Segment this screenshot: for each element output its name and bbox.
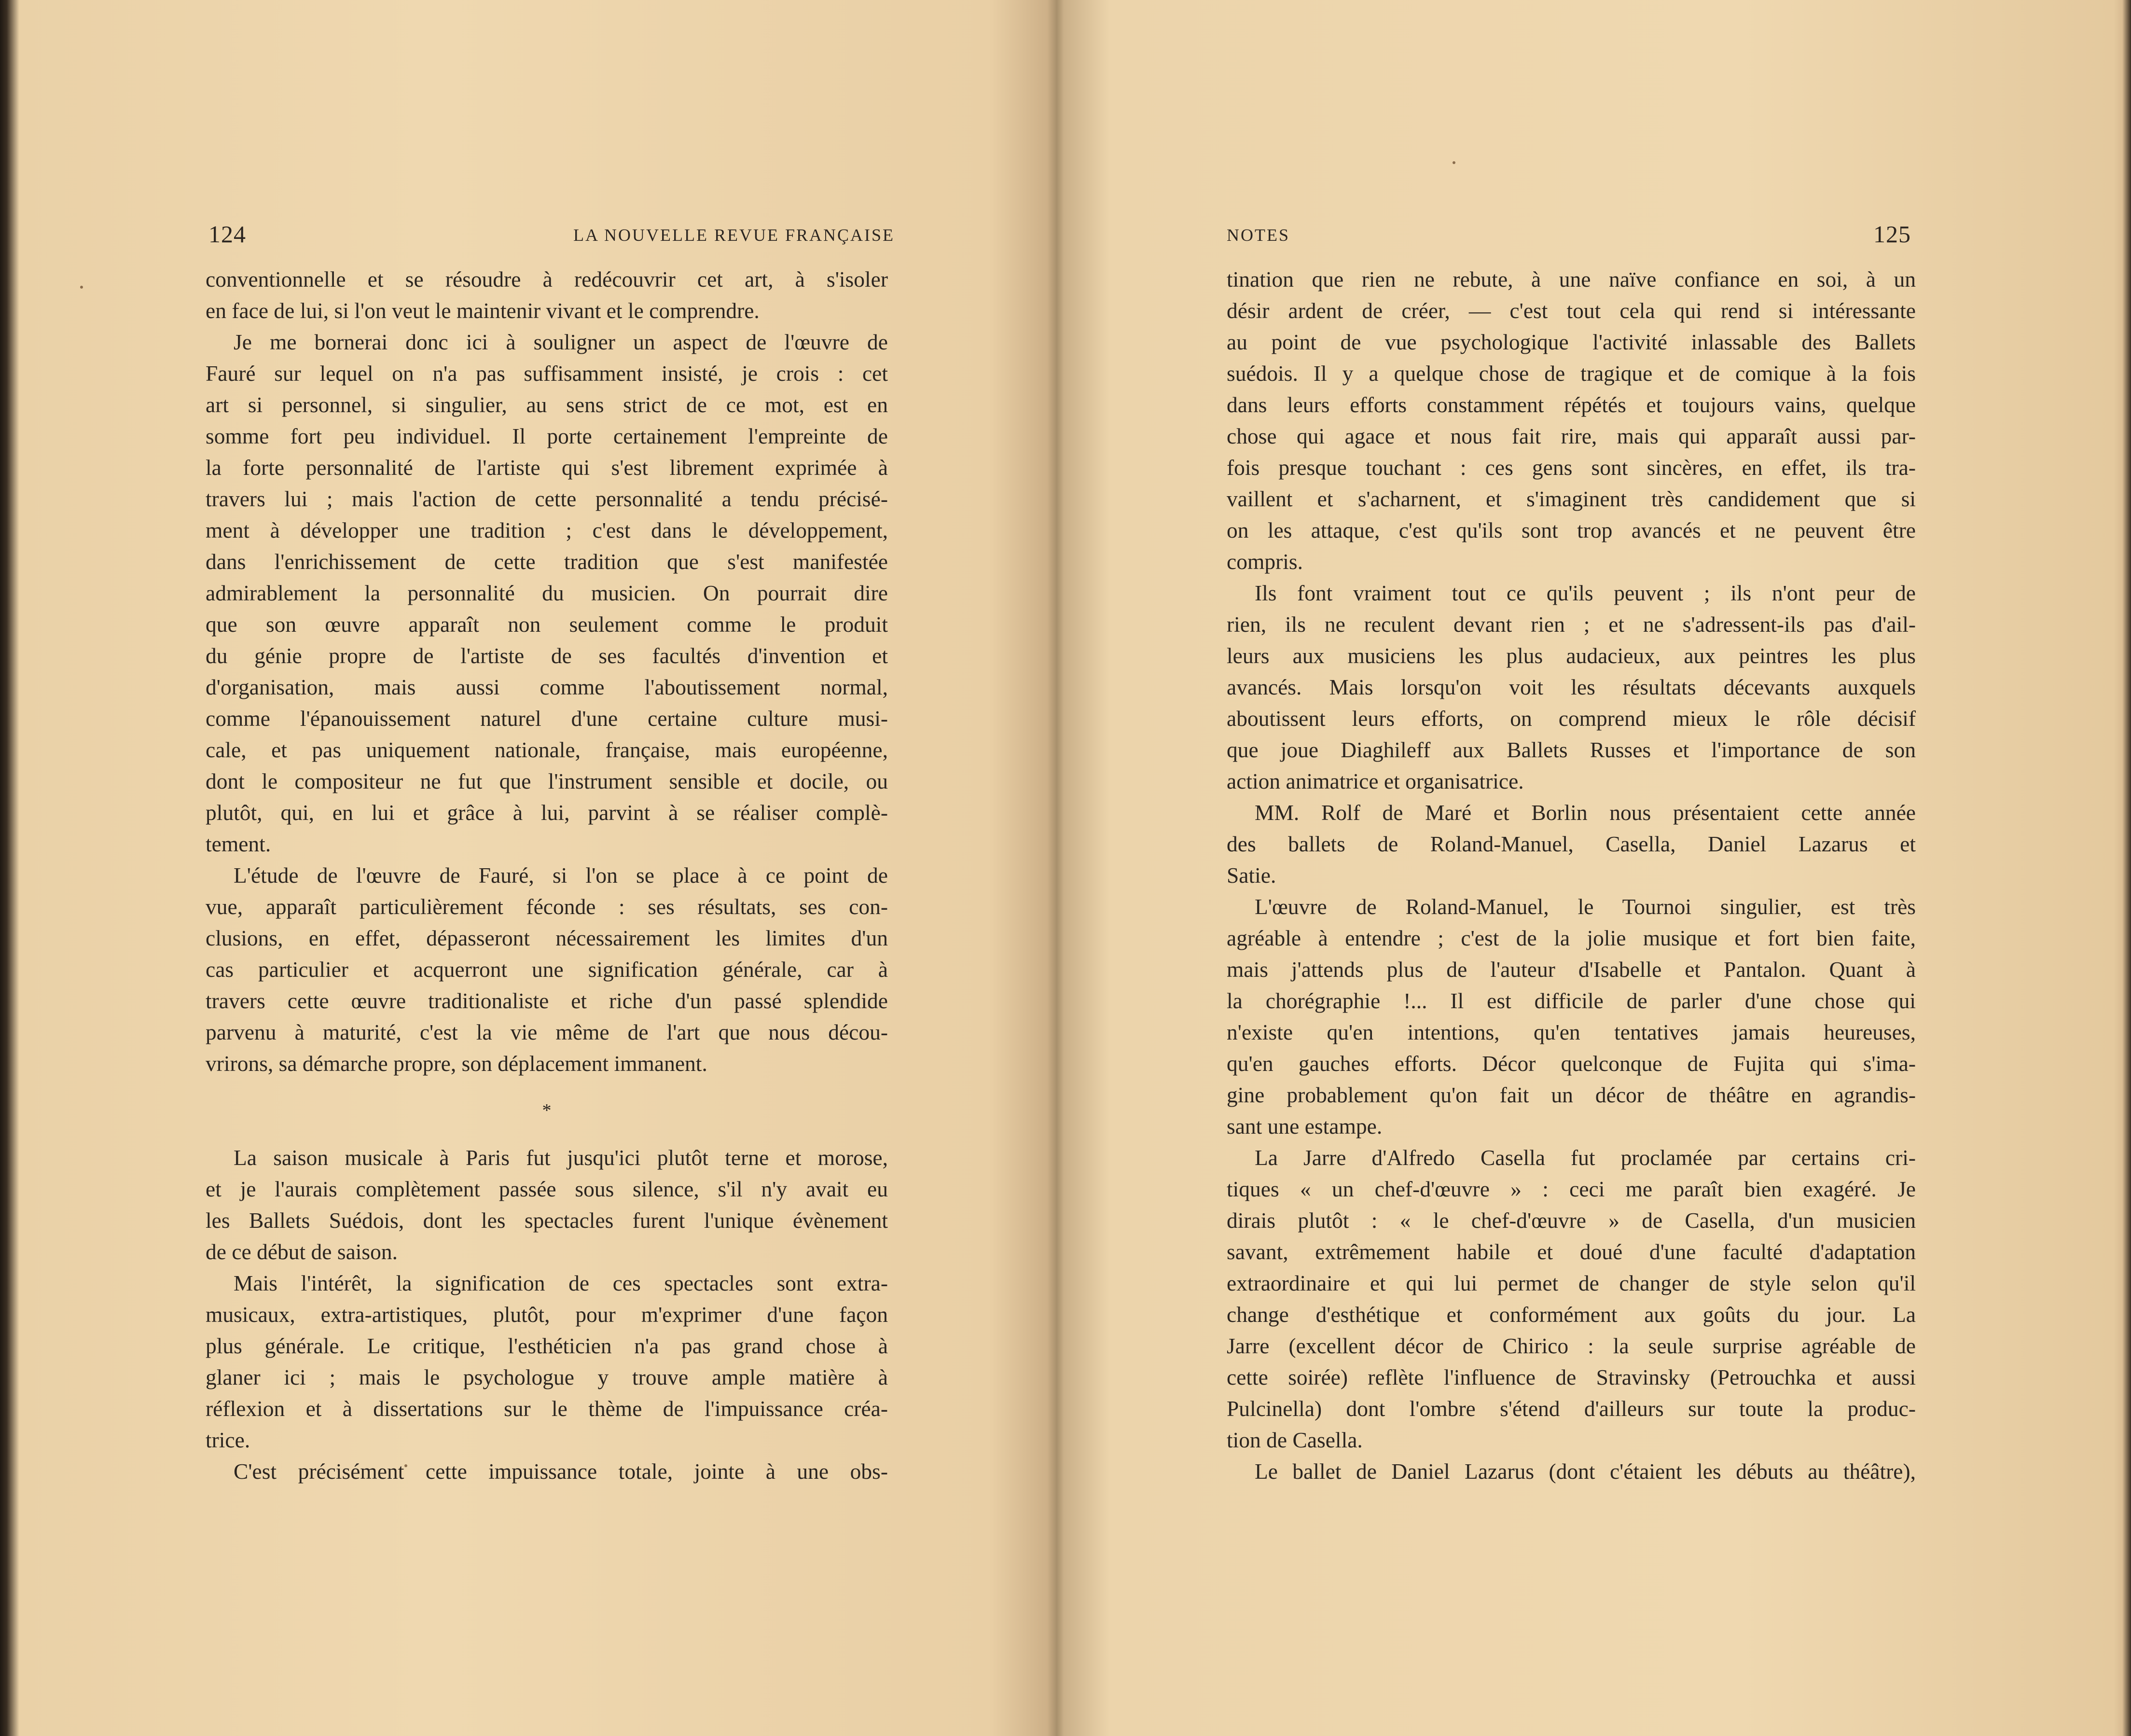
text-line: La Jarre d'Alfredo Casella fut proclamée par certains cri- [1255, 1145, 1916, 1170]
text-line: fois presque touchant : ces gens sont sincères, en effet, ils tra- [1227, 455, 1916, 480]
text-line: somme fort peu individuel. Il porte certainement l'empreinte de [206, 424, 888, 448]
text-line: tination que rien ne rebute, à une naïve confiance en soi, à un [1227, 267, 1916, 292]
paper-speck [1453, 161, 1455, 164]
text-line: sant une estampe. [1227, 1114, 1383, 1139]
text-line: travers cette œuvre traditionaliste et riche d'un passé splendide [206, 988, 888, 1013]
text-line: qu'en gauches efforts. Décor quelconque de Fujita qui s'ima- [1227, 1051, 1916, 1076]
text-line: MM. Rolf de Maré et Borlin nous présentaient cette année [1255, 800, 1916, 825]
text-line: dirais plutôt : « le chef-d'œuvre » de Casella, d'un musicien [1227, 1208, 1916, 1233]
text-line: réflexion et à dissertations sur le thème de l'impuissance créa- [206, 1396, 888, 1421]
text-line: Jarre (excellent décor de Chirico : la seule surprise agréable de [1227, 1333, 1916, 1358]
page-header [1227, 220, 1916, 249]
text-line: dont le compositeur ne fut que l'instrument sensible et docile, ou [206, 769, 888, 793]
text-line: action animatrice et organisatrice. [1227, 769, 1524, 793]
page-number: 124 [208, 221, 246, 248]
text-line: cas particulier et acquerront une signification générale, car à [206, 957, 888, 982]
text-line: dans l'enrichissement de cette tradition que s'est manifestée [206, 549, 888, 574]
text-line: Fauré sur lequel on n'a pas suffisamment insisté, je crois : cet [206, 361, 888, 386]
paper-speck [80, 286, 83, 289]
text-line: de ce début de saison. [206, 1239, 398, 1264]
section-separator: * [542, 1100, 552, 1121]
paragraph [1227, 891, 1916, 1142]
text-line: Satie. [1227, 863, 1276, 888]
text-line: trice. [206, 1428, 250, 1452]
text-line: vrirons, sa démarche propre, son déplacement immanent. [206, 1051, 707, 1076]
text-line: on les attaque, c'est qu'ils sont trop avancés et ne peuvent être [1227, 518, 1916, 542]
text-line: en face de lui, si l'on veut le maintenir vivant et le comprendre. [206, 298, 760, 323]
page-body [206, 264, 888, 1487]
text-line: cale, et pas uniquement nationale, française, mais européenne, [206, 737, 888, 762]
text-line: compris. [1227, 549, 1303, 574]
paragraph [206, 1142, 888, 1267]
text-line: C'est précisément cette impuissance totale, jointe à une obs- [234, 1459, 888, 1484]
text-line: gine probablement qu'on fait un décor de théâtre en agrandis- [1227, 1083, 1916, 1107]
text-line: dans leurs efforts constamment répétés et toujours vains, quelque [1227, 392, 1916, 417]
paragraph [1227, 264, 1916, 577]
page-body [1227, 264, 1916, 1487]
text-line: comme l'épanouissement naturel d'une certaine culture musi- [206, 706, 888, 731]
text-line: plus générale. Le critique, l'esthéticien n'a pas grand chose à [206, 1333, 888, 1358]
text-line: parvenu à maturité, c'est la vie même de l'art que nous décou- [206, 1020, 888, 1044]
text-line: les Ballets Suédois, dont les spectacles furent l'unique évènement [206, 1208, 888, 1233]
text-line: des ballets de Roland-Manuel, Casella, Daniel Lazarus et [1227, 832, 1916, 856]
text-line: d'organisation, mais aussi comme l'aboutissement normal, [206, 675, 888, 699]
text-line: que son œuvre apparaît non seulement comme le produit [206, 612, 888, 637]
text-line: la forte personnalité de l'artiste qui s'est librement exprimée à [206, 455, 888, 480]
text-line: agréable à entendre ; c'est de la jolie musique et fort bien faite, [1227, 926, 1916, 950]
paragraph [1227, 1142, 1916, 1456]
text-line: aboutissent leurs efforts, on comprend mieux le rôle décisif [1227, 706, 1916, 731]
text-line: Pulcinella) dont l'ombre s'étend d'ailleurs sur toute la produc- [1227, 1396, 1916, 1421]
text-line: glaner ici ; mais le psychologue y trouve ample matière à [206, 1365, 888, 1389]
text-line: suédois. Il y a quelque chose de tragique et de comique à la fois [1227, 361, 1916, 386]
text-line: cette soirée) reflète l'influence de Stravinsky (Petrouchka et aussi [1227, 1365, 1916, 1389]
running-head: LA NOUVELLE REVUE FRANÇAISE [573, 225, 895, 245]
text-line: du génie propre de l'artiste de ses facultés d'invention et [206, 643, 888, 668]
text-line: tiques « un chef-d'œuvre » : ceci me paraît bien exagéré. Je [1227, 1177, 1916, 1201]
text-line: extraordinaire et qui lui permet de changer de style selon qu'il [1227, 1271, 1916, 1295]
text-line: L'étude de l'œuvre de Fauré, si l'on se place à ce point de [234, 863, 888, 888]
text-line: plutôt, qui, en lui et grâce à lui, parvint à se réaliser complè- [206, 800, 888, 825]
text-line: tion de Casella. [1227, 1428, 1363, 1452]
paragraph [206, 1267, 888, 1456]
paragraph [206, 264, 888, 326]
text-line: Je me bornerai donc ici à souligner un aspect de l'œuvre de [234, 330, 888, 354]
paragraph [206, 860, 888, 1079]
text-line: rien, ils ne reculent devant rien ; et ne s'adressent-ils pas d'ail- [1227, 612, 1916, 637]
text-line: La saison musicale à Paris fut jusqu'ici plutôt terne et morose, [234, 1145, 888, 1170]
text-line: travers lui ; mais l'action de cette personnalité a tendu précisé- [206, 486, 888, 511]
text-line: au point de vue psychologique l'activité inlassable des Ballets [1227, 330, 1916, 354]
text-line: musicaux, extra-artistiques, plutôt, pour m'exprimer d'une façon [206, 1302, 888, 1327]
text-line: n'existe qu'en intentions, qu'en tentatives jamais heureuses, [1227, 1020, 1916, 1044]
text-line: et je l'aurais complètement passée sous silence, s'il n'y avait eu [206, 1177, 888, 1201]
paragraph [1227, 577, 1916, 797]
text-line: vue, apparaît particulièrement féconde : ses résultats, ses con- [206, 894, 888, 919]
text-line: vaillent et s'acharnent, et s'imaginent très candidement que si [1227, 486, 1916, 511]
text-line: tement. [206, 832, 271, 856]
text-line: mais j'attends plus de l'auteur d'Isabelle et Pantalon. Quant à [1227, 957, 1916, 982]
text-line: conventionnelle et se résoudre à redécouvrir cet art, à s'isoler [206, 267, 888, 292]
text-line: la chorégraphie !... Il est difficile de parler d'une chose qui [1227, 988, 1916, 1013]
text-line: avancés. Mais lorsqu'on voit les résultats décevants auxquels [1227, 675, 1916, 699]
text-line: désir ardent de créer, — c'est tout cela qui rend si intéressante [1227, 298, 1916, 323]
paragraph [1227, 797, 1916, 891]
text-line: Ils font vraiment tout ce qu'ils peuvent ; ils n'ont peur de [1255, 581, 1916, 605]
paragraph [206, 326, 888, 860]
text-line: leurs aux musiciens les plus audacieux, aux peintres les plus [1227, 643, 1916, 668]
page-number: 125 [1873, 221, 1911, 248]
text-line: admirablement la personnalité du musicien. On pourrait dire [206, 581, 888, 605]
text-line: savant, extrêmement habile et doué d'une faculté d'adaptation [1227, 1239, 1916, 1264]
paragraph [1227, 1456, 1916, 1487]
text-line: change d'esthétique et conformément aux goûts du jour. La [1227, 1302, 1916, 1327]
text-line: Le ballet de Daniel Lazarus (dont c'étaient les débuts au théâtre), [1255, 1459, 1916, 1484]
text-line: Mais l'intérêt, la signification de ces spectacles sont extra- [234, 1271, 888, 1295]
running-head: NOTES [1227, 225, 1290, 245]
text-line: que joue Diaghileff aux Ballets Russes et l'importance de son [1227, 737, 1916, 762]
paragraph [206, 1456, 888, 1487]
text-line: chose qui agace et nous fait rire, mais qui apparaît aussi par- [1227, 424, 1916, 448]
text-line: clusions, en effet, dépasseront nécessairement les limites d'un [206, 926, 888, 950]
page-header [206, 220, 895, 249]
text-line: art si personnel, si singulier, au sens strict de ce mot, est en [206, 392, 888, 417]
text-line: L'œuvre de Roland-Manuel, le Tournoi singulier, est très [1255, 894, 1916, 919]
text-line: ment à développer une tradition ; c'est dans le développement, [206, 518, 888, 542]
